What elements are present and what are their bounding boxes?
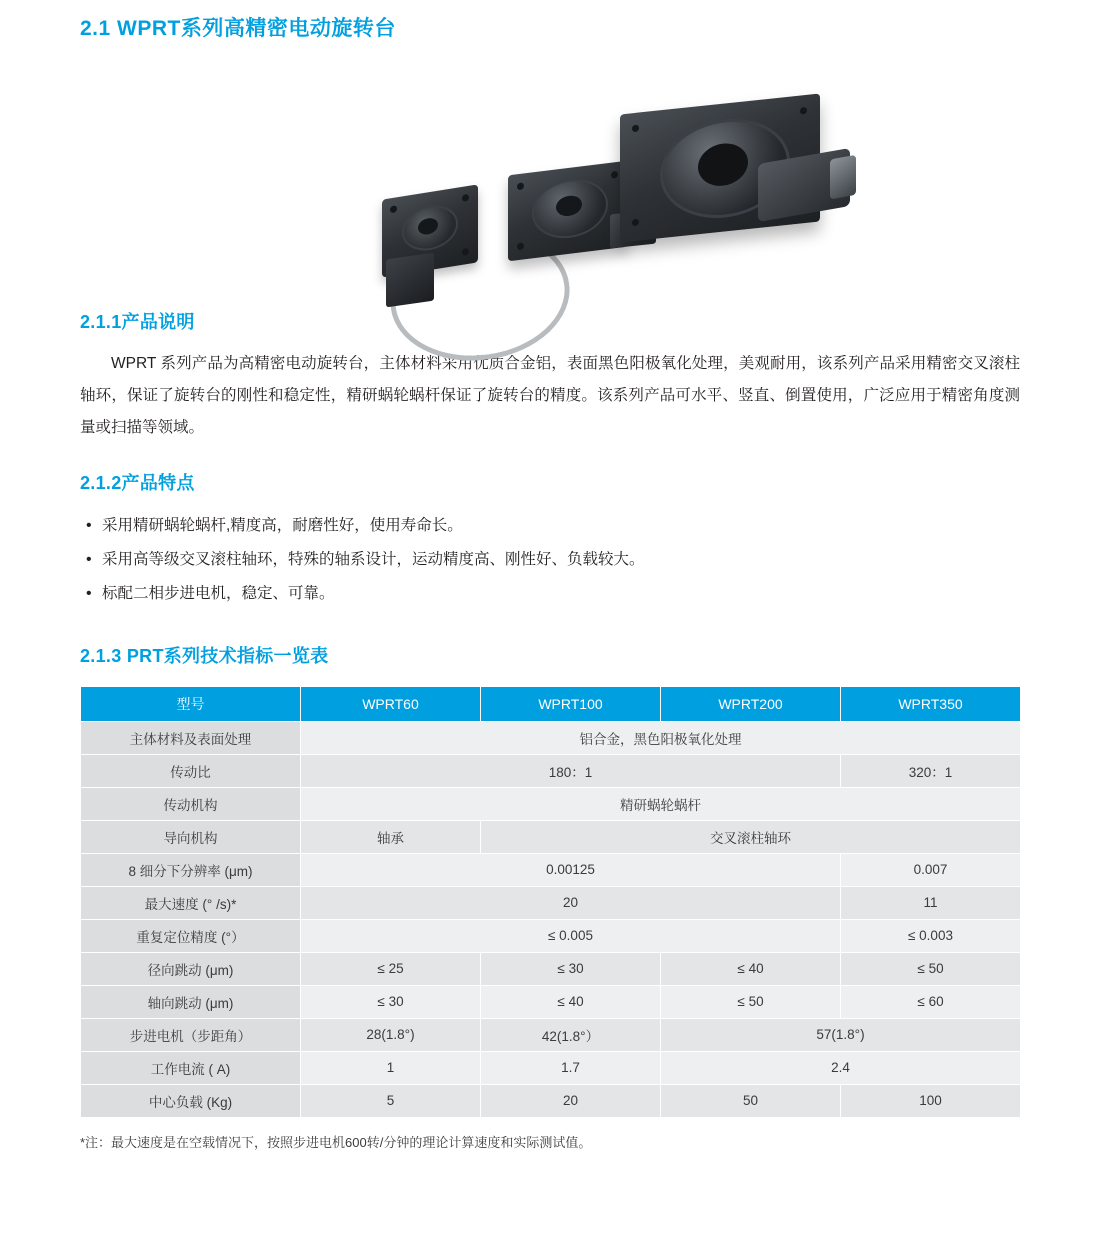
table-cell: 铝合金，黑色阳极氧化处理 bbox=[301, 721, 1021, 754]
column-header: 型号 bbox=[81, 686, 301, 721]
table-cell: ≤ 0.003 bbox=[841, 919, 1021, 952]
table-cell: 28(1.8°) bbox=[301, 1018, 481, 1051]
row-label: 主体材料及表面处理 bbox=[81, 721, 301, 754]
table-cell: 1.7 bbox=[481, 1051, 661, 1084]
bolt-icon bbox=[462, 248, 469, 256]
table-cell: ≤ 0.005 bbox=[301, 919, 841, 952]
table-cell: ≤ 30 bbox=[481, 952, 661, 985]
table-cell: 11 bbox=[841, 886, 1021, 919]
table-cell: 50 bbox=[661, 1084, 841, 1117]
table-header-row bbox=[81, 686, 1021, 721]
product-features-list bbox=[80, 509, 1020, 611]
bolt-icon bbox=[800, 107, 807, 115]
column-header: WPRT100 bbox=[481, 686, 661, 721]
table-row bbox=[81, 754, 1021, 787]
table-row bbox=[81, 886, 1021, 919]
row-label: 中心负载 (Kg) bbox=[81, 1084, 301, 1117]
table-cell: 0.00125 bbox=[301, 853, 841, 886]
row-label: 轴向跳动 (μm) bbox=[81, 985, 301, 1018]
table-cell: 交叉滚柱轴环 bbox=[481, 820, 1021, 853]
row-label: 导向机构 bbox=[81, 820, 301, 853]
spec-table-header bbox=[81, 686, 1021, 721]
row-label: 传动比 bbox=[81, 754, 301, 787]
bolt-icon bbox=[632, 219, 639, 227]
bolt-icon bbox=[517, 242, 524, 250]
table-cell: 5 bbox=[301, 1084, 481, 1117]
bolt-icon bbox=[517, 182, 524, 190]
table-cell: 精研蜗轮蜗杆 bbox=[301, 787, 1021, 820]
table-cell: ≤ 40 bbox=[481, 985, 661, 1018]
bolt-icon bbox=[462, 194, 469, 202]
column-header: WPRT200 bbox=[661, 686, 841, 721]
row-label: 传动机构 bbox=[81, 787, 301, 820]
table-row bbox=[81, 985, 1021, 1018]
row-label: 步进电机（步距角） bbox=[81, 1018, 301, 1051]
table-cell: 0.007 bbox=[841, 853, 1021, 886]
table-row bbox=[81, 952, 1021, 985]
bolt-icon bbox=[632, 125, 639, 133]
table-row bbox=[81, 1018, 1021, 1051]
table-row bbox=[81, 1084, 1021, 1117]
row-label: 8 细分下分辨率 (μm) bbox=[81, 853, 301, 886]
table-cell: 42(1.8°） bbox=[481, 1018, 661, 1051]
table-cell: 20 bbox=[481, 1084, 661, 1117]
table-row bbox=[81, 721, 1021, 754]
table-cell: 20 bbox=[301, 886, 841, 919]
table-cell: 100 bbox=[841, 1084, 1021, 1117]
column-header: WPRT350 bbox=[841, 686, 1021, 721]
list-item: • 采用精研蜗轮蜗杆,精度高，耐磨性好，使用寿命长。 bbox=[80, 509, 1020, 543]
product-description-heading: 2.1.1产品说明 bbox=[80, 312, 195, 332]
row-label: 工作电流 ( A) bbox=[81, 1051, 301, 1084]
table-row bbox=[81, 820, 1021, 853]
row-label: 最大速度 (° /s)* bbox=[81, 886, 301, 919]
row-label: 重复定位精度 (°） bbox=[81, 919, 301, 952]
table-cell: ≤ 25 bbox=[301, 952, 481, 985]
bolt-icon bbox=[390, 205, 397, 213]
table-cell: ≤ 40 bbox=[661, 952, 841, 985]
page-title: 2.1 WPRT系列高精密电动旋转台 bbox=[80, 17, 396, 40]
row-label: 径向跳动 (μm) bbox=[81, 952, 301, 985]
table-cell: 轴承 bbox=[301, 820, 481, 853]
product-features-heading: 2.1.2产品特点 bbox=[80, 473, 195, 494]
table-row bbox=[81, 919, 1021, 952]
list-item: • 采用高等级交叉滚柱轴环，特殊的轴系设计，运动精度高、刚性好、负载较大。 bbox=[80, 543, 1020, 577]
product-photo bbox=[80, 48, 1020, 308]
table-cell: 57(1.8°) bbox=[661, 1018, 1021, 1051]
table-cell: 180：1 bbox=[301, 754, 841, 787]
small-stage-motor bbox=[386, 253, 434, 308]
column-header: WPRT60 bbox=[301, 686, 481, 721]
list-item: • 标配二相步进电机，稳定、可靠。 bbox=[80, 577, 1020, 611]
table-row bbox=[81, 1051, 1021, 1084]
table-cell: 2.4 bbox=[661, 1051, 1021, 1084]
table-row bbox=[81, 787, 1021, 820]
table-cell: ≤ 60 bbox=[841, 985, 1021, 1018]
rotary-stage-illustration bbox=[290, 60, 850, 308]
table-cell: ≤ 30 bbox=[301, 985, 481, 1018]
table-cell: ≤ 50 bbox=[661, 985, 841, 1018]
table-cell: 320：1 bbox=[841, 754, 1021, 787]
table-cell: ≤ 50 bbox=[841, 952, 1021, 985]
spec-table-heading: 2.1.3 PRT系列技术指标一览表 bbox=[80, 645, 329, 666]
spec-table bbox=[80, 686, 1021, 1118]
bolt-icon bbox=[611, 171, 618, 179]
spec-table-body bbox=[81, 721, 1021, 1117]
table-row bbox=[81, 853, 1021, 886]
table-footnote: *注：最大速度是在空载情况下，按照步进电机600转/分钟的理论计算速度和实际测试值。 bbox=[80, 1134, 592, 1150]
product-description-text: WPRT 系列产品为高精密电动旋转台，主体材料采用优质合金铝，表面黑色阳极氧化处理，美观耐用，该系列产品采用精密交叉滚柱轴环，保证了旋转台的刚性和稳定性，精研蜗轮蜗杆保证了旋转台的精度。该系列产品可水平、竖直、倒置使用，广泛应用于精密角度测量或扫描等领域。 bbox=[80, 355, 1020, 436]
table-cell: 1 bbox=[301, 1051, 481, 1084]
